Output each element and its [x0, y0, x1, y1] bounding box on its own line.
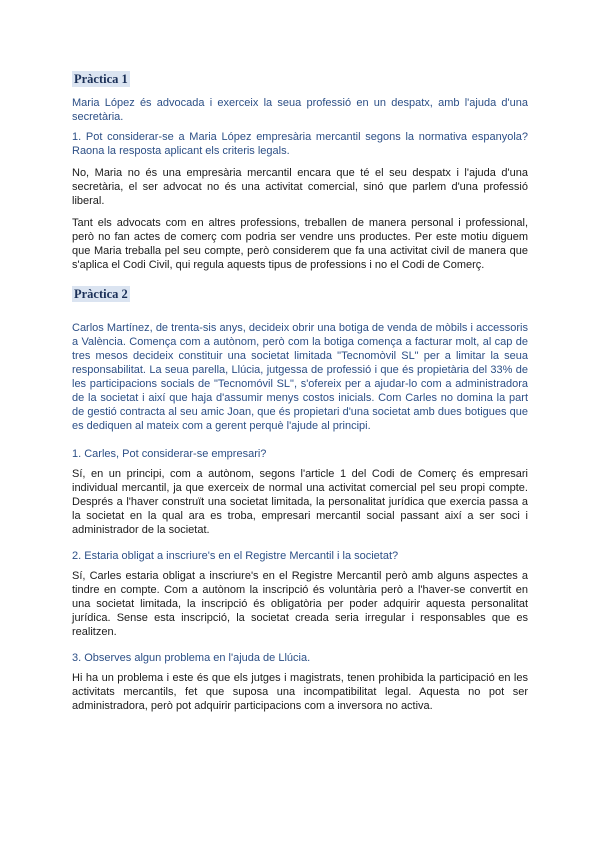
practica-2-question-2: 2. Estaria obligat a inscriure's en el Registre Mercantil i la societat? [72, 550, 399, 562]
practica-1-answer-paragraph-1: No, Maria no és una empresària mercantil encara que té el seu despatx i l'ajuda d'una secretària, el ser advocat no és una activitat comercial, sinó que parlem d'una professió liberal. [72, 167, 528, 207]
section-heading-practica-1: Pràctica 1 [74, 72, 128, 86]
practica-2-question-1: 1. Carles, Pot considerar-se empresari? [72, 448, 267, 460]
practica-2-intro: Carlos Martínez, de trenta-sis anys, decideix obrir una botiga de venda de mòbils i accessoris a València. Comença com a autònom, però com la botiga comença a facturar molt, al cap de tres mesos decideix constituir una societat limitada "Tecnomòvil SL" per a limitar la seua responsabilitat. La seua parella, Llúcia, jutgessa de professió i que és propietària del 33% de les participacions socials de "Tecnomóvil SL", s'ofereix per a ajudar-lo com a administradora de la societat i així que haja d'assumir menys costos inicials. Com Carles no domina la part de gestió contracta al seu amic Joan, que és propietari d'una societat amb dues botigues que es dediquen al mateix com a gerent perquè l'ajude al principi. [72, 322, 528, 432]
practica-2-answer-2: Sí, Carles estaria obligat a inscriure's en el Registre Mercantil però amb alguns aspectes a tindre en compte. Com a autònom la inscripció és voluntària però a l'haver-se convertit en una societat limitada, la inscripció és obligatòria per poder adquirir aquesta personalitat jurídica. Sense esta inscripció, la societat creada seria irregular i responsables que es realitzen. [72, 570, 528, 638]
practica-1-answer-paragraph-2: Tant els advocats com en altres professions, treballen de manera personal i professional, però no fan actes de comerç com podria ser vendre uns productes. Per este motiu diguem que Maria treballa pel seu compte, però considerem que fa una activitat civil de manera que s'aplica el Codi Civil, qui regula aquests tipus de professions i no el Codi de Comerç. [72, 217, 528, 271]
practica-2-answer-1: Sí, en un principi, com a autònom, segons l'article 1 del Codi de Comerç és empresari individual mercantil, ja que exerceix de normal una activitat comercial pel seu propi compte. Després a l'haver construït una societat limitada, la personalitat jurídica que exercia passa a la societat en la qual ara es troba, empresari mercantil social passant així a ser soci i administrador de la societat. [72, 468, 528, 536]
section-heading-practica-2: Pràctica 2 [74, 287, 128, 301]
practica-2-question-3: 3. Observes algun problema en l'ajuda de Llúcia. [72, 652, 311, 664]
practica-2-answer-3: Hi ha un problema i este és que els jutges i magistrats, tenen prohibida la participació en les activitats mercantils, fet que suposa una incompatibilitat legal. Aquesta no pot ser administradora, però pot adquirir participacions com a inversora no activa. [72, 672, 528, 712]
practica-1-intro: Maria López és advocada i exerceix la seua professió en un despatx, amb l'ajuda d'una secretària. [72, 97, 528, 123]
practica-1-question: 1. Pot considerar-se a Maria López empresària mercantil segons la normativa espanyola? Raona la resposta aplicant els criteris legals. [72, 131, 528, 157]
